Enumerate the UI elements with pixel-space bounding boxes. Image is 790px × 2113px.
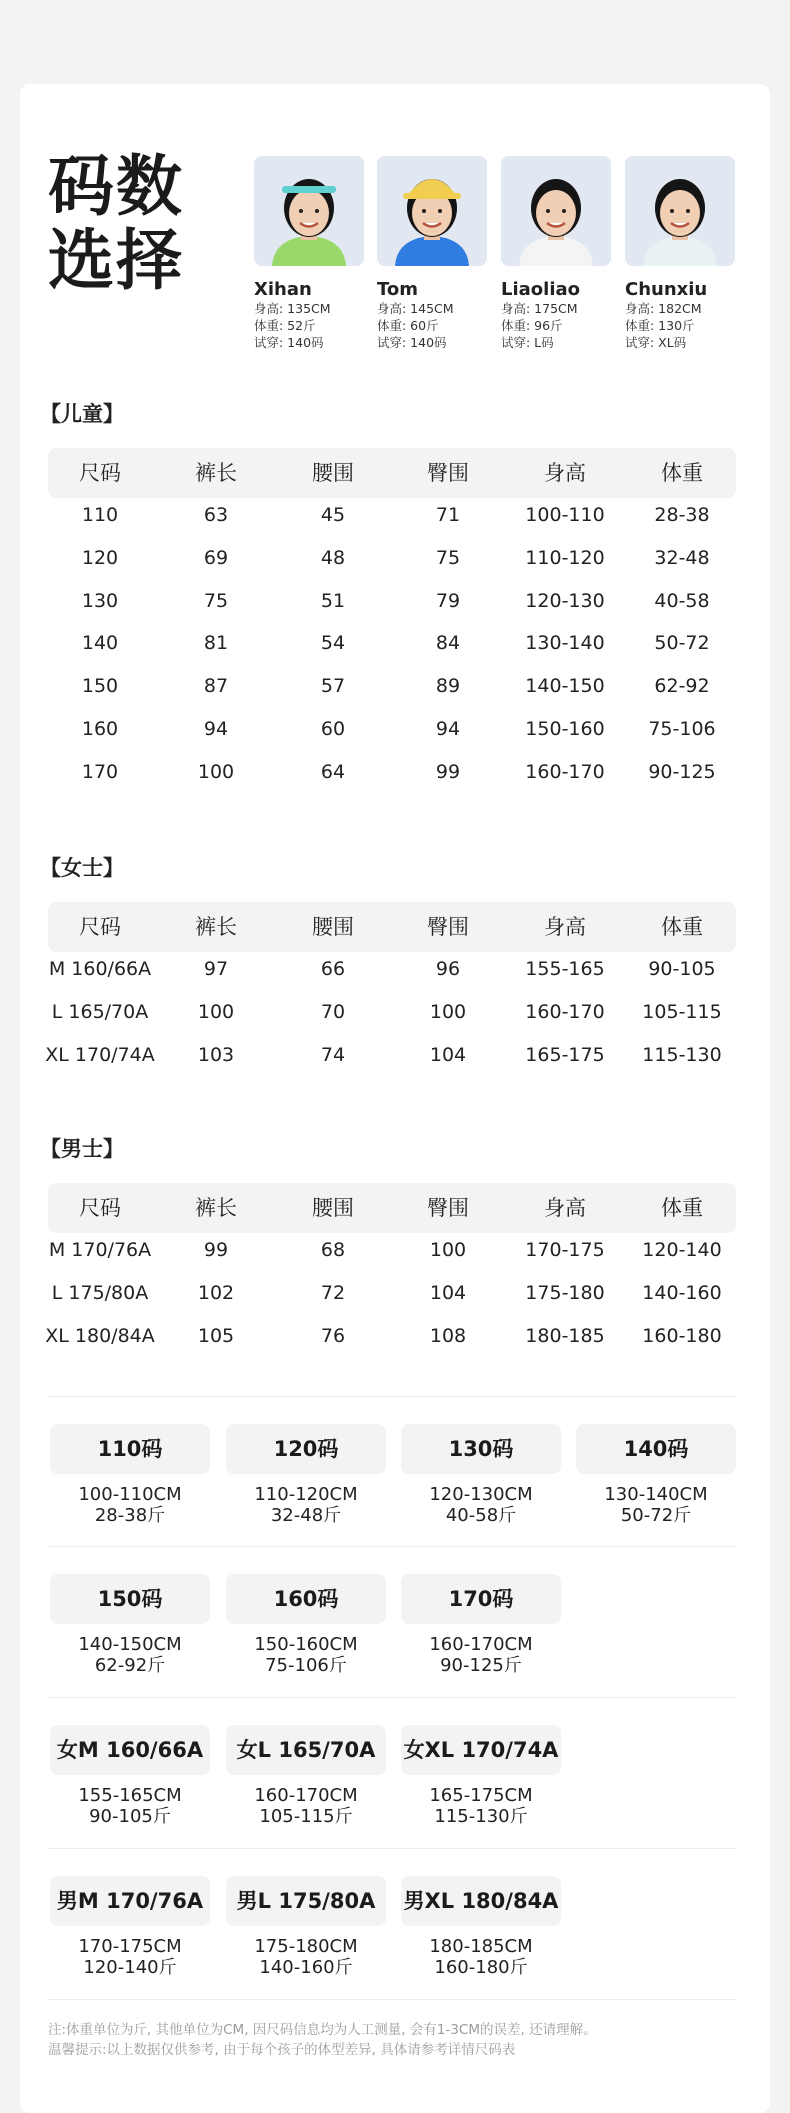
table-cell: M 160/66A	[48, 958, 152, 980]
column-header: 身高	[544, 1196, 586, 1220]
table-row	[48, 541, 736, 575]
table-cell: 97	[203, 958, 229, 980]
column-header: 体重	[661, 1196, 703, 1220]
table-cell: 180-185	[525, 1324, 605, 1347]
table-cell: 170	[81, 760, 119, 783]
table-cell: 40-58	[654, 589, 710, 612]
table-cell: 99	[435, 760, 461, 783]
section-label-men: 【男士】	[40, 1137, 124, 1161]
size-tile-height: 100-110CM	[78, 1484, 182, 1505]
size-tile-label: 120码	[226, 1424, 386, 1474]
divider	[48, 1848, 736, 1849]
table-cell: 79	[435, 589, 461, 612]
table-row	[48, 1276, 736, 1310]
model-height: 身高: 135CM	[254, 301, 331, 316]
table-cell: 100	[197, 760, 235, 783]
table-cell: 64	[320, 760, 346, 783]
column-header: 身高	[544, 461, 586, 485]
table-cell: XL 170/74A	[45, 1043, 155, 1066]
size-tile-weight: 90-105斤	[89, 1806, 171, 1827]
column-header: 尺码	[79, 461, 121, 485]
size-tile	[226, 1574, 386, 1676]
size-tile	[401, 1574, 561, 1676]
size-tile-label: 110码	[50, 1424, 210, 1474]
size-tile-label: 140码	[576, 1424, 736, 1474]
size-tile-label: 女XL 170/74A	[401, 1725, 561, 1775]
note-line-2: 温馨提示:以上数据仅供参考, 由于每个孩子的体型差异, 具体请参考详情尺码表	[48, 2042, 516, 2058]
size-tile-height: 155-165CM	[78, 1785, 182, 1806]
size-tile-height: 160-170CM	[254, 1785, 358, 1806]
table-cell: 72	[320, 1281, 346, 1304]
table-cell: 62-92	[654, 675, 710, 698]
table-cell: 81	[203, 632, 229, 655]
model-tryon-size: 试穿: XL码	[625, 335, 687, 350]
size-tile-height: 130-140CM	[604, 1484, 708, 1505]
table-cell: 45	[320, 504, 346, 526]
table-cell: 108	[429, 1324, 467, 1347]
table-cell: 105-115	[642, 1000, 722, 1023]
model-card	[625, 156, 737, 351]
size-tile-weight: 160-180斤	[434, 1957, 528, 1978]
table-cell: 74	[320, 1043, 346, 1066]
size-tile-label: 男L 175/80A	[226, 1876, 386, 1926]
table-cell: 94	[435, 718, 461, 740]
model-height: 身高: 182CM	[625, 301, 702, 316]
divider	[48, 1697, 736, 1698]
model-tryon-size: 试穿: L码	[501, 335, 554, 350]
table-cell: 69	[203, 546, 229, 569]
size-tile-weight: 32-48斤	[270, 1505, 342, 1526]
table-cell: 120-140	[642, 1239, 722, 1261]
table-cell: 130-140	[525, 632, 605, 655]
size-tile-height: 165-175CM	[429, 1785, 533, 1806]
table-cell: 48	[320, 546, 346, 569]
table-cell: 84	[435, 632, 461, 655]
table-cell: 50-72	[654, 632, 710, 655]
table-cell: 90-105	[648, 958, 716, 980]
table-cell: 155-165	[525, 958, 605, 980]
table-cell: 99	[203, 1239, 229, 1261]
size-tile	[401, 1424, 561, 1526]
size-tile-height: 175-180CM	[254, 1936, 358, 1957]
size-tile-weight: 90-125斤	[440, 1655, 522, 1676]
size-tile-height: 120-130CM	[429, 1484, 533, 1505]
table-cell: 103	[197, 1043, 235, 1066]
table-row	[48, 626, 736, 660]
table-cell: 160-180	[642, 1324, 722, 1347]
table-cell: 75	[435, 546, 461, 569]
table-cell: 32-48	[654, 546, 710, 569]
table-cell: 100-110	[525, 504, 605, 526]
column-header: 尺码	[79, 1196, 121, 1220]
size-tile-height: 170-175CM	[78, 1936, 182, 1957]
model-photo	[501, 156, 611, 266]
size-tile	[576, 1424, 736, 1526]
table-cell: 102	[197, 1281, 235, 1304]
table-cell: 63	[203, 504, 229, 526]
size-tile-height: 110-120CM	[254, 1484, 358, 1505]
size-tile-weight: 75-106斤	[265, 1655, 347, 1676]
size-tile-weight: 62-92斤	[94, 1655, 166, 1676]
table-cell: 170-175	[525, 1239, 605, 1261]
column-header: 裤长	[195, 1196, 237, 1220]
table-cell: 100	[429, 1000, 467, 1023]
size-tile-height: 180-185CM	[429, 1936, 533, 1957]
model-card	[501, 156, 613, 351]
size-tile-label: 男M 170/76A	[50, 1876, 210, 1926]
table-cell: 51	[320, 589, 346, 612]
size-guide-card	[20, 84, 770, 2113]
page-title: 码数 选择	[48, 148, 184, 299]
model-name: Xihan	[254, 279, 312, 300]
model-weight: 体重: 96斤	[501, 318, 563, 333]
model-weight: 体重: 130斤	[625, 318, 695, 333]
size-tile	[401, 1876, 561, 1978]
table-row	[45, 1319, 736, 1353]
table-cell: 60	[320, 718, 346, 740]
table-row	[45, 1038, 736, 1072]
size-tile-label: 130码	[401, 1424, 561, 1474]
table-row	[48, 952, 736, 986]
divider	[48, 1396, 736, 1397]
column-header: 身高	[544, 915, 586, 939]
size-tile-label: 女L 165/70A	[226, 1725, 386, 1775]
table-row	[48, 498, 736, 532]
size-tile	[50, 1725, 210, 1827]
column-header: 体重	[661, 915, 703, 939]
divider	[48, 1999, 736, 2000]
table-cell: 150	[81, 675, 119, 698]
model-tryon-size: 试穿: 140码	[254, 335, 324, 350]
table-cell: 71	[435, 504, 461, 526]
size-tile-weight: 105-115斤	[259, 1806, 353, 1827]
note-line-1: 注:体重单位为斤, 其他单位为CM, 因尺码信息均为人工测量, 会有1-3CM的误差, 还请理解。	[48, 2022, 597, 2038]
size-tile-label: 女M 160/66A	[50, 1725, 210, 1775]
table-row	[48, 669, 736, 703]
table-cell: 140	[81, 632, 119, 655]
size-tile-weight: 40-58斤	[445, 1505, 517, 1526]
table-header-men	[48, 1183, 736, 1233]
table-cell: 89	[435, 675, 461, 698]
table-row	[48, 755, 736, 789]
column-header: 裤长	[195, 915, 237, 939]
table-cell: 76	[320, 1324, 346, 1347]
size-tile	[226, 1876, 386, 1978]
table-cell: 140-150	[525, 675, 605, 698]
size-tile	[50, 1574, 210, 1676]
table-cell: 75	[203, 589, 229, 612]
size-tile	[50, 1424, 210, 1526]
table-cell: 160-170	[525, 760, 605, 783]
column-header: 尺码	[79, 915, 121, 939]
table-cell: 66	[320, 958, 346, 980]
size-tile-label: 170码	[401, 1574, 561, 1624]
table-cell: 96	[435, 958, 461, 980]
column-header: 臀围	[427, 1196, 469, 1220]
table-cell: 165-175	[525, 1043, 605, 1066]
table-cell: 100	[197, 1000, 235, 1023]
size-tile-label: 150码	[50, 1574, 210, 1624]
table-cell: 90-125	[648, 760, 716, 783]
table-cell: 175-180	[525, 1281, 605, 1304]
table-cell: 115-130	[642, 1043, 722, 1066]
size-tile	[401, 1725, 561, 1827]
section-label-kids: 【儿童】	[40, 402, 124, 426]
table-row	[48, 584, 736, 618]
column-header: 腰围	[312, 461, 354, 485]
table-cell: 110	[81, 504, 119, 526]
size-tile-weight: 50-72斤	[620, 1505, 692, 1526]
table-cell: 100	[429, 1239, 467, 1261]
table-row	[48, 995, 736, 1029]
model-height: 身高: 175CM	[501, 301, 578, 316]
size-tile-weight: 140-160斤	[259, 1957, 353, 1978]
table-cell: 140-160	[642, 1281, 722, 1304]
size-tile-weight: 120-140斤	[83, 1957, 177, 1978]
table-cell: 94	[203, 718, 229, 740]
size-tile-weight: 28-38斤	[94, 1505, 166, 1526]
divider	[48, 1546, 736, 1547]
table-cell: 70	[320, 1000, 346, 1023]
table-cell: XL 180/84A	[45, 1324, 155, 1347]
table-cell: 104	[429, 1281, 467, 1304]
table-cell: 75-106	[648, 718, 716, 740]
table-cell: 68	[320, 1239, 346, 1261]
column-header: 臀围	[427, 461, 469, 485]
size-tile-height: 160-170CM	[429, 1634, 533, 1655]
column-header: 裤长	[195, 461, 237, 485]
column-header: 臀围	[427, 915, 469, 939]
table-cell: 120-130	[525, 589, 605, 612]
table-header-women	[48, 902, 736, 952]
model-name: Chunxiu	[625, 279, 708, 300]
table-row	[48, 712, 736, 746]
model-photo	[254, 156, 364, 266]
size-tile	[50, 1876, 210, 1978]
table-cell: 28-38	[654, 504, 710, 526]
section-label-women: 【女士】	[40, 856, 124, 880]
size-tile-label: 男XL 180/84A	[401, 1876, 561, 1926]
size-tile-height: 150-160CM	[254, 1634, 358, 1655]
model-card	[377, 156, 489, 351]
column-header: 腰围	[312, 915, 354, 939]
table-header-kids	[48, 448, 736, 498]
table-cell: M 170/76A	[48, 1239, 152, 1261]
table-cell: 104	[429, 1043, 467, 1066]
column-header: 腰围	[312, 1196, 354, 1220]
model-height: 身高: 145CM	[377, 301, 454, 316]
table-cell: 130	[81, 589, 119, 612]
size-tile-height: 140-150CM	[78, 1634, 182, 1655]
model-weight: 体重: 60斤	[377, 318, 439, 333]
size-tile	[226, 1424, 386, 1526]
model-tryon-size: 试穿: 140码	[377, 335, 447, 350]
size-tile	[226, 1725, 386, 1827]
model-photo	[377, 156, 487, 266]
model-card	[254, 156, 366, 351]
table-cell: 110-120	[525, 546, 605, 569]
size-tile-weight: 115-130斤	[434, 1806, 528, 1827]
model-photo	[625, 156, 735, 266]
table-cell: 105	[197, 1324, 235, 1347]
table-cell: L 165/70A	[51, 1000, 149, 1023]
table-cell: 160	[81, 718, 119, 740]
model-name: Tom	[377, 279, 419, 300]
table-cell: 160-170	[525, 1000, 605, 1023]
table-cell: L 175/80A	[51, 1281, 149, 1304]
size-tile-label: 160码	[226, 1574, 386, 1624]
model-name: Liaoliao	[501, 279, 581, 300]
table-cell: 57	[320, 675, 346, 698]
model-weight: 体重: 52斤	[254, 318, 316, 333]
table-row	[48, 1233, 736, 1267]
table-cell: 54	[320, 632, 346, 655]
table-cell: 150-160	[525, 718, 605, 740]
column-header: 体重	[661, 461, 703, 485]
table-cell: 120	[81, 546, 119, 569]
table-cell: 87	[203, 675, 229, 698]
